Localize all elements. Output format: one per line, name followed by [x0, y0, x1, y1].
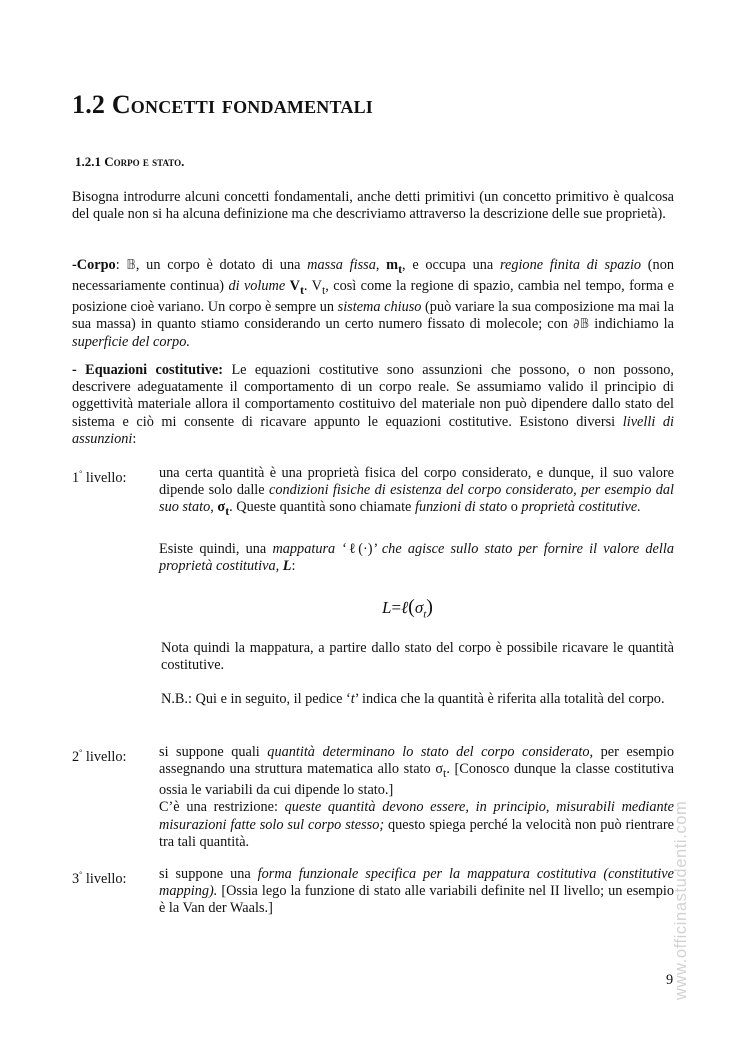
page-number: 9	[666, 972, 674, 988]
level-number: 1	[72, 469, 80, 486]
text-run: C’è una restrizione:	[159, 799, 285, 816]
italic-run: proprietà costitutive.	[521, 499, 641, 516]
level-text: livello:	[82, 870, 127, 887]
level-number: 2	[72, 748, 80, 765]
level-degree: °	[79, 469, 83, 478]
text-run: ’ indica che la quantità è riferita alla totalità del corpo.	[354, 691, 665, 707]
level-2-label	[72, 744, 126, 766]
text-run: o	[507, 499, 522, 516]
formula-L: L	[382, 598, 392, 617]
intro-paragraph: Bisogna introdurre alcuni concetti fondamentali, anche detti primitivi (un concetto primitivo è qualcosa del quale non si ha alcuna definizione ma che descriviamo attraverso la descrizione delle sue proprietà).	[72, 189, 674, 223]
level-1-nota: Nota quindi la mappatura, a partire dallo stato del corpo è possibile ricavare le quantità costitutive.	[161, 640, 674, 674]
italic-run: mappatura ‘	[272, 541, 347, 557]
italic-run: sistema chiuso	[337, 299, 422, 316]
formula-right-paren: )	[426, 596, 433, 618]
text-run: (non necessariamente continua)	[72, 257, 674, 295]
text-run: . [Conosco dunque la classe costitutiva ossia le variabili da cui dipende lo stato.]	[159, 761, 674, 799]
sigma-symbol	[217, 499, 230, 519]
sigma-letter: σ	[217, 499, 226, 516]
L-symbol: L	[282, 558, 292, 575]
equazioni-label: - Equazioni costitutive:	[72, 362, 224, 378]
level-2-body	[159, 744, 674, 851]
subsection-title	[75, 154, 184, 170]
italic-run: queste quantità devono essere, in principio, misurabili mediante misurazioni fatte solo sul corpo stesso;	[159, 799, 674, 833]
level-degree: °	[79, 870, 83, 879]
italic-run: ’ che agisce sullo stato per fornire il valore della proprietà costitutiva,	[159, 541, 674, 575]
text-run: . V	[303, 278, 322, 295]
text-run: , così come la regione di spazio, cambia nel tempo, forma e posizione cioè variano. Un corpo è sempre un	[72, 278, 675, 316]
italic-run: livelli di assunzioni	[72, 413, 675, 447]
italic-run: massa fissa	[307, 257, 376, 273]
subsection-number: 1.2.1	[75, 154, 101, 169]
level-text: livello:	[82, 469, 127, 486]
boundary-symbol: ∂𝔹	[572, 317, 590, 333]
italic-run: forma funzionale specifica per la mappatura costitutiva (constitutive mapping).	[159, 866, 674, 900]
level-1-label	[72, 465, 126, 487]
section-number: 1.2	[72, 90, 106, 119]
text-run: per esempio assegnando una struttura matematica allo stato σ	[159, 744, 674, 778]
text-run: , un corpo è dotato di una	[135, 257, 308, 273]
volume-letter: V	[289, 278, 300, 295]
watermark: www.officinastudenti.com	[672, 800, 690, 1000]
mass-subscript: t	[398, 261, 403, 276]
formula	[382, 596, 433, 620]
italic-run: regione finita di spazio	[499, 257, 642, 273]
level-3-body	[159, 866, 674, 918]
italic-run: t	[350, 691, 355, 707]
mass-symbol	[386, 257, 403, 276]
text-run: si suppone una	[159, 866, 258, 882]
italic-run: funzioni di stato	[414, 499, 508, 516]
text-run: :	[132, 430, 137, 447]
section-title-text: Concetti fondamentali	[111, 90, 373, 119]
volume-symbol	[289, 278, 304, 297]
italic-run: superficie del corpo.	[72, 333, 190, 350]
volume-subscript: t	[299, 282, 304, 297]
section-title	[72, 90, 373, 120]
level-1-body	[159, 465, 674, 520]
level-1-mapping	[159, 541, 674, 575]
formula-subscript: t	[423, 608, 427, 621]
body-symbol: 𝔹	[126, 258, 136, 273]
level-text: livello:	[82, 748, 127, 765]
level-1-nb	[161, 691, 674, 708]
formula-sigma: σ	[414, 598, 424, 617]
text-run: indichiamo la	[589, 316, 674, 333]
equazioni-paragraph	[72, 362, 674, 448]
text-run: Esiste quindi, una	[159, 541, 273, 557]
sigma-subscript: t	[443, 766, 447, 781]
level-3-label	[72, 866, 126, 888]
text-run: Le equazioni costitutive sono assunzioni che possono, o non possono, descrivere adeguatamente il comportamento di un corpo reale. Se assumiamo valido il principio di oggettività materiale allora il comportamento costituivo del materiale non può dipendere dallo stato del sistema e ciò mi consente di ricavare appunto le equazioni costitutive. Esistono diversi	[72, 362, 674, 430]
corpo-paragraph: -Corpo: 𝔹, un corpo è dotato di una massa fissa, $m_t$, e occupa una regione finita di spazio (non necessariamente continua) di volume $V_t$. $V_t$, così come la regione di spazio, cambia nel tempo, forma e posizione cioè variano. Un corpo è sempre un sistema chiuso (può variare la sua composizione ma mai la sua massa) in quanto stiamo considerando un certo numero fissato di molecole; con ∂𝔹 indichiamo la superficie del corpo.	[72, 257, 675, 350]
volume-subscript: t	[321, 282, 326, 297]
text-run: una certa quantità è una proprietà fisica del corpo considerato, e dunque, il suo valore dipende solo dalle	[159, 465, 674, 499]
text-run: [Ossia lego la funzione di stato alle variabili definite nel II livello; un esempio è la Van der Waals.]	[159, 883, 674, 917]
level-number: 3	[72, 870, 80, 887]
sigma-subscript: t	[225, 504, 230, 519]
mass-letter: m	[386, 257, 399, 273]
text-run: :	[291, 558, 296, 575]
text-run: N.B.: Qui e in seguito, il pedice ‘	[161, 691, 351, 707]
text-run: ,	[375, 257, 387, 273]
formula-equals: =	[391, 598, 402, 617]
text-run: si suppone quali	[159, 744, 268, 760]
italic-run: quantità determinano lo stato del corpo considerato,	[267, 744, 594, 760]
ell-symbol: ℓ(·)	[346, 541, 373, 557]
italic-run: condizioni fisiche di esistenza del corpo considerato, per esempio dal suo stato,	[159, 482, 674, 516]
italic-run: di volume	[228, 278, 286, 295]
level-degree: °	[79, 748, 83, 757]
corpo-label: -Corpo	[72, 257, 116, 273]
text-run: . Queste quantità sono chiamate	[229, 499, 415, 516]
text-run: questo spiega perché la velocità non può rientrare tra tali quantità.	[159, 816, 674, 850]
formula-left-paren: (	[408, 596, 415, 618]
text-run: , e occupa una	[402, 257, 500, 273]
text-run: (può variare la sua composizione ma mai la sua massa) in quanto stiamo considerando un certo numero fissato di molecole; con	[72, 299, 674, 333]
subsection-title-text: Corpo e stato.	[104, 154, 185, 169]
formula-ell: ℓ	[401, 598, 409, 617]
